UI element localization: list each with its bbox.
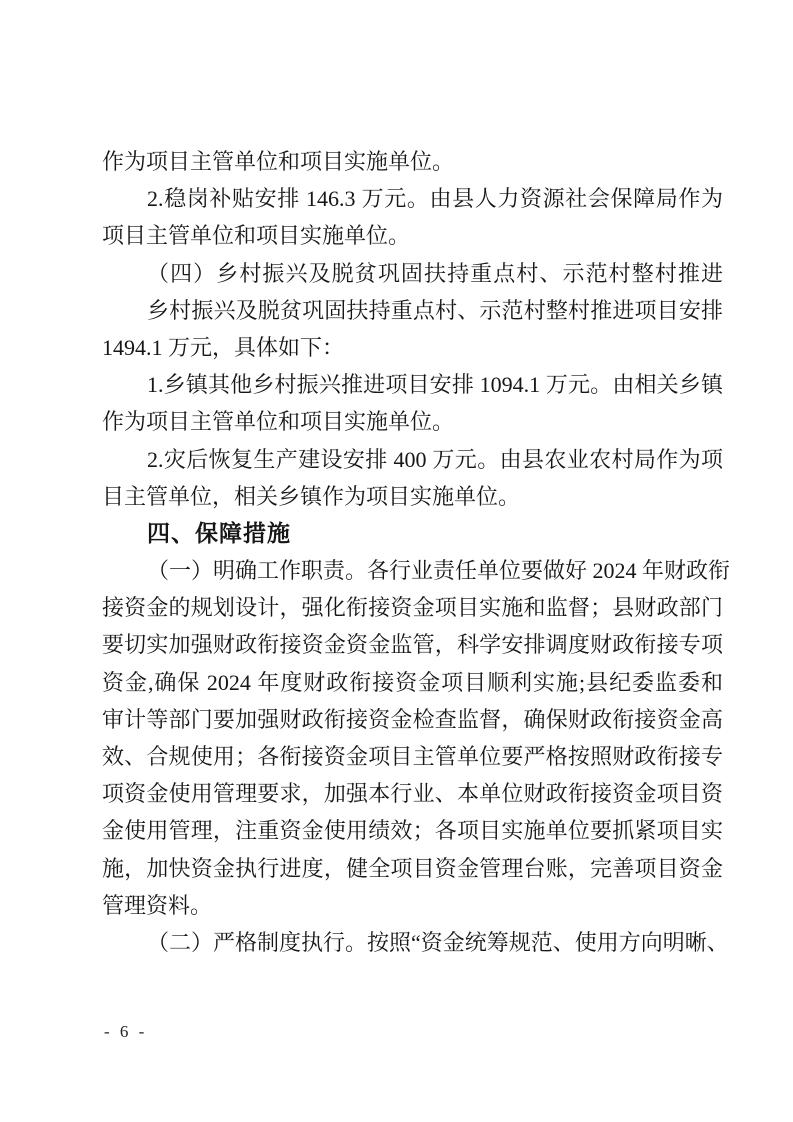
document-body [102, 143, 731, 961]
document-line: 审计等部门要加强财政衔接资金检查监督，确保财政衔接资金高 [102, 706, 723, 732]
document-line: 项目主管单位和项目实施单位。 [102, 223, 411, 249]
document-line: 作为项目主管单位和项目实施单位。 [102, 409, 455, 435]
document-line: 项资金使用管理要求，加强本行业、本单位财政衔接资金项目资 [102, 781, 723, 807]
document-line: 金使用管理，注重资金使用绩效；各项目实施单位要抓紧项目实 [102, 818, 723, 844]
document-line: 资金,确保 2024 年度财政衔接资金项目顺利实施;县纪委监委和 [102, 669, 723, 695]
document-line: 2.灾后恢复生产建设安排 400 万元。由县农业农村局作为项 [147, 446, 723, 472]
document-line: （一）明确工作职责。各行业责任单位要做好 2024 年财政衔 [147, 558, 731, 584]
document-line: 作为项目主管单位和项目实施单位。 [102, 149, 455, 174]
document-line: 目主管单位，相关乡镇作为项目实施单位。 [102, 483, 521, 509]
document-line: （四）乡村振兴及脱贫巩固扶持重点村、示范村整村推进 [147, 260, 723, 286]
document-line: 乡村振兴及脱贫巩固扶持重点村、示范村整村推进项目安排 [147, 297, 723, 323]
document-line: 施，加快资金执行进度，健全项目资金管理台账，完善项目资金 [102, 855, 723, 881]
document-line: 2.稳岗补贴安排 146.3 万元。由县人力资源社会保障局作为 [147, 186, 723, 212]
document-line: 接资金的规划设计，强化衔接资金项目实施和监督；县财政部门 [102, 595, 723, 621]
page-number: - 6 - [104, 1022, 148, 1041]
document-line: 要切实加强财政衔接资金资金监管，科学安排调度财政衔接专项 [102, 632, 723, 658]
document-line: 1.乡镇其他乡村振兴推进项目安排 1094.1 万元。由相关乡镇 [147, 372, 723, 398]
document-line: （二）严格制度执行。按照“资金统筹规范、使用方向明晰、 [147, 929, 729, 955]
document-line: 效、合规使用；各衔接资金项目主管单位要严格按照财政衔接专 [102, 744, 723, 769]
section-heading: 四、保障措施 [147, 519, 291, 546]
document-line: 1494.1 万元，具体如下： [102, 334, 345, 360]
document-line: 管理资料。 [102, 892, 213, 918]
